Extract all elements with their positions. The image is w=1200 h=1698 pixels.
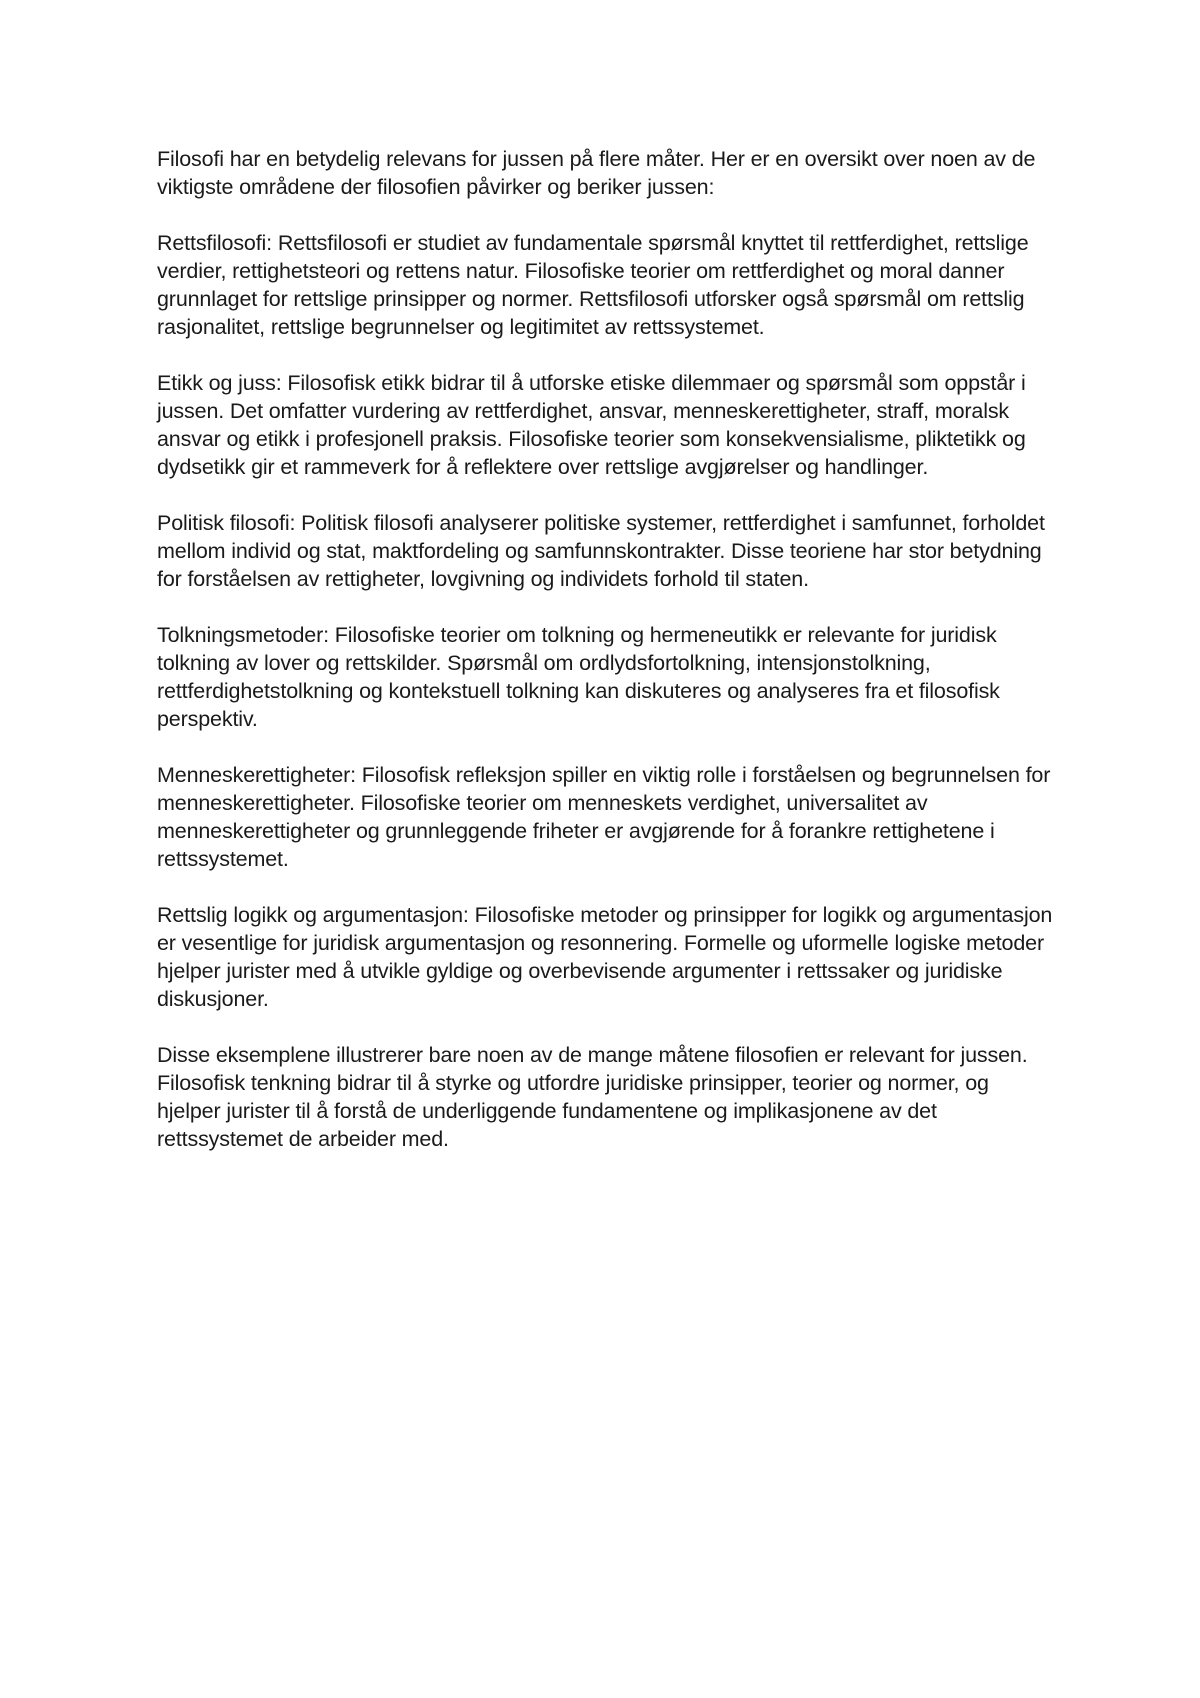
paragraph-politisk-filosofi: Politisk filosofi: Politisk filosofi analyserer politiske systemer, rettferdighet i samfunnet, forholdet mellom individ og stat, maktfordeling og samfunnskontrakter. Disse teoriene har stor betydning for forståelsen av rettigheter, lovgivning og individets forhold til staten. <box>157 511 1045 591</box>
paragraph-tolkningsmetoder: Tolkningsmetoder: Filosofiske teorier om tolkning og hermeneutikk er relevante for juridisk tolkning av lover og rettskilder. Spørsmål om ordlydsfortolkning, intensjonstolkning, rettferdighetstolkning og kontekstuell tolkning kan diskuteres og analyseres fra et filosofisk perspektiv. <box>157 623 1000 731</box>
paragraph-rettsfilosofi: Rettsfilosofi: Rettsfilosofi er studiet av fundamentale spørsmål knyttet til rettferdighet, rettslige verdier, rettighetsteori og rettens natur. Filosofiske teorier om rettferdighet og moral danner grunnlaget for rettslige prinsipper og normer. Rettsfilosofi utforsker også spørsmål om rettslig rasjonalitet, rettslige begrunnelser og legitimitet av rettssystemet. <box>157 231 1029 339</box>
conclusion-paragraph: Disse eksemplene illustrerer bare noen av de mange måtene filosofien er relevant for jussen. Filosofisk tenkning bidrar til å styrke og utfordre juridiske prinsipper, teorier og normer, og hjelper jurister til å forstå de underliggende fundamentene og implikasjonene av det rettssystemet de arbeider med. <box>157 1043 1028 1151</box>
paragraph-rettslig-logikk: Rettslig logikk og argumentasjon: Filosofiske metoder og prinsipper for logikk og argumentasjon er vesentlige for juridisk argumentasjon og resonnering. Formelle og uformelle logiske metoder hjelper jurister med å utvikle gyldige og overbevisende argumenter i rettssaker og juridiske diskusjoner. <box>157 903 1053 1011</box>
paragraph-menneskerettigheter: Menneskerettigheter: Filosofisk refleksjon spiller en viktig rolle i forståelsen og begrunnelsen for menneskerettigheter. Filosofiske teorier om menneskets verdighet, universalitet av menneskerettigheter og grunnleggende friheter er avgjørende for å forankre rettighetene i rettssystemet. <box>157 763 1051 871</box>
document-body <box>157 145 1057 1181</box>
intro-paragraph: Filosofi har en betydelig relevans for jussen på flere måter. Her er en oversikt over noen av de viktigste områdene der filosofien påvirker og beriker jussen: <box>157 147 1036 199</box>
paragraph-etikk-og-juss: Etikk og juss: Filosofisk etikk bidrar til å utforske etiske dilemmaer og spørsmål som oppstår i jussen. Det omfatter vurdering av rettferdighet, ansvar, menneskerettigheter, straff, moralsk ansvar og etikk i profesjonell praksis. Filosofiske teorier som konsekvensialisme, pliktetikk og dydsetikk gir et rammeverk for å reflektere over rettslige avgjørelser og handlinger. <box>157 371 1026 479</box>
